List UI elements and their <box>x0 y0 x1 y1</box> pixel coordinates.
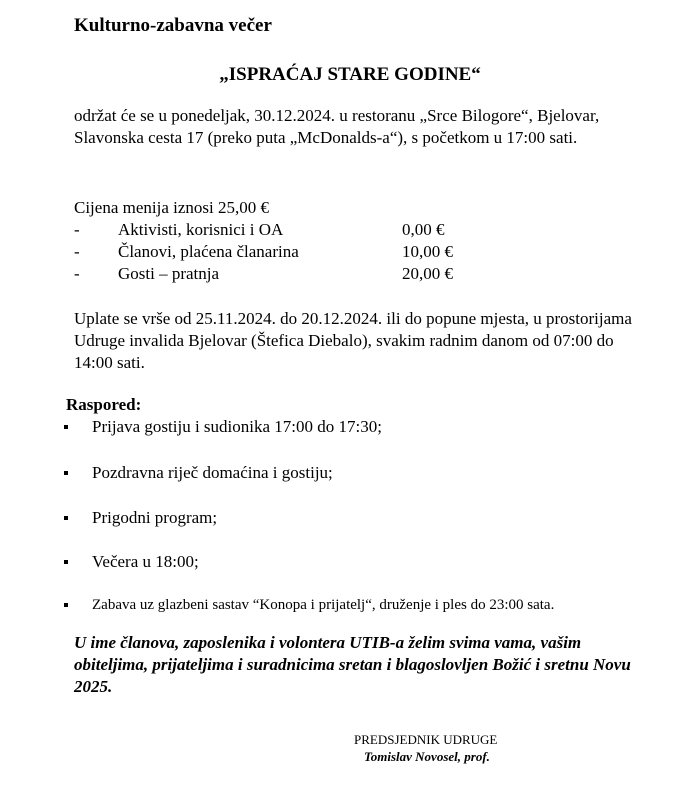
price-value: 0,00 € <box>402 220 445 239</box>
price-label: Aktivisti, korisnici i OA <box>118 220 284 239</box>
schedule-item-text: Zabava uz glazbeni sastav “Konopa i prijatelj“, druženje i ples do 23:00 sata. <box>92 597 555 613</box>
price-label: Članovi, plaćena članarina <box>118 242 299 261</box>
price-row <box>74 263 494 285</box>
intro-paragraph: održat će se u ponedeljak, 30.12.2024. u restoranu „Srce Bilogore“, Bjelovar, Slavonska cesta 17 (preko puta „McDonalds-a“), s početkom u 17:00 sati. <box>74 106 600 147</box>
event-heading: Kulturno-zabavna večer <box>74 15 272 36</box>
payment-paragraph: Uplate se vrše od 25.11.2024. do 20.12.2024. ili do popune mjesta, u prostorijama Udruge invalida Bjelovar (Štefica Diebalo), svakim radnim danom od 07:00 do 14:00 sati. <box>74 309 632 372</box>
price-intro: Cijena menija iznosi 25,00 € <box>74 198 269 217</box>
signature-name: Tomislav Novosel, prof. <box>364 749 490 764</box>
event-title: „ISPRAĆAJ STARE GODINE“ <box>219 64 481 85</box>
schedule-item-text: Prijava gostiju i sudionika 17:00 do 17:30; <box>92 417 382 436</box>
bullet-icon <box>64 425 68 429</box>
signature-title: PREDSJEDNIK UDRUGE <box>354 732 498 747</box>
price-dash: - <box>74 242 80 261</box>
price-label: Gosti – pratnja <box>118 264 220 283</box>
price-value: 20,00 € <box>402 264 453 283</box>
bullet-icon <box>64 516 68 520</box>
price-dash: - <box>74 264 80 283</box>
closing-greeting: U ime članova, zaposlenika i volontera UTIB-a želim svima vama, vašim obiteljima, prijateljima i suradnicima sretan i blagoslovljen Božić i sretnu Novu 2025. <box>74 633 631 696</box>
price-dash: - <box>74 220 80 239</box>
bullet-icon <box>64 603 68 607</box>
price-row <box>74 241 494 263</box>
schedule-item-text: Pozdravna riječ domaćina i gostiju; <box>92 463 333 482</box>
price-value: 10,00 € <box>402 242 453 261</box>
schedule-item-text: Prigodni program; <box>92 508 218 527</box>
bullet-icon <box>64 471 68 475</box>
bullet-icon <box>64 560 68 564</box>
schedule-item-text: Večera u 18:00; <box>92 552 199 571</box>
schedule-title: Raspored: <box>66 395 142 414</box>
price-row <box>74 219 494 241</box>
